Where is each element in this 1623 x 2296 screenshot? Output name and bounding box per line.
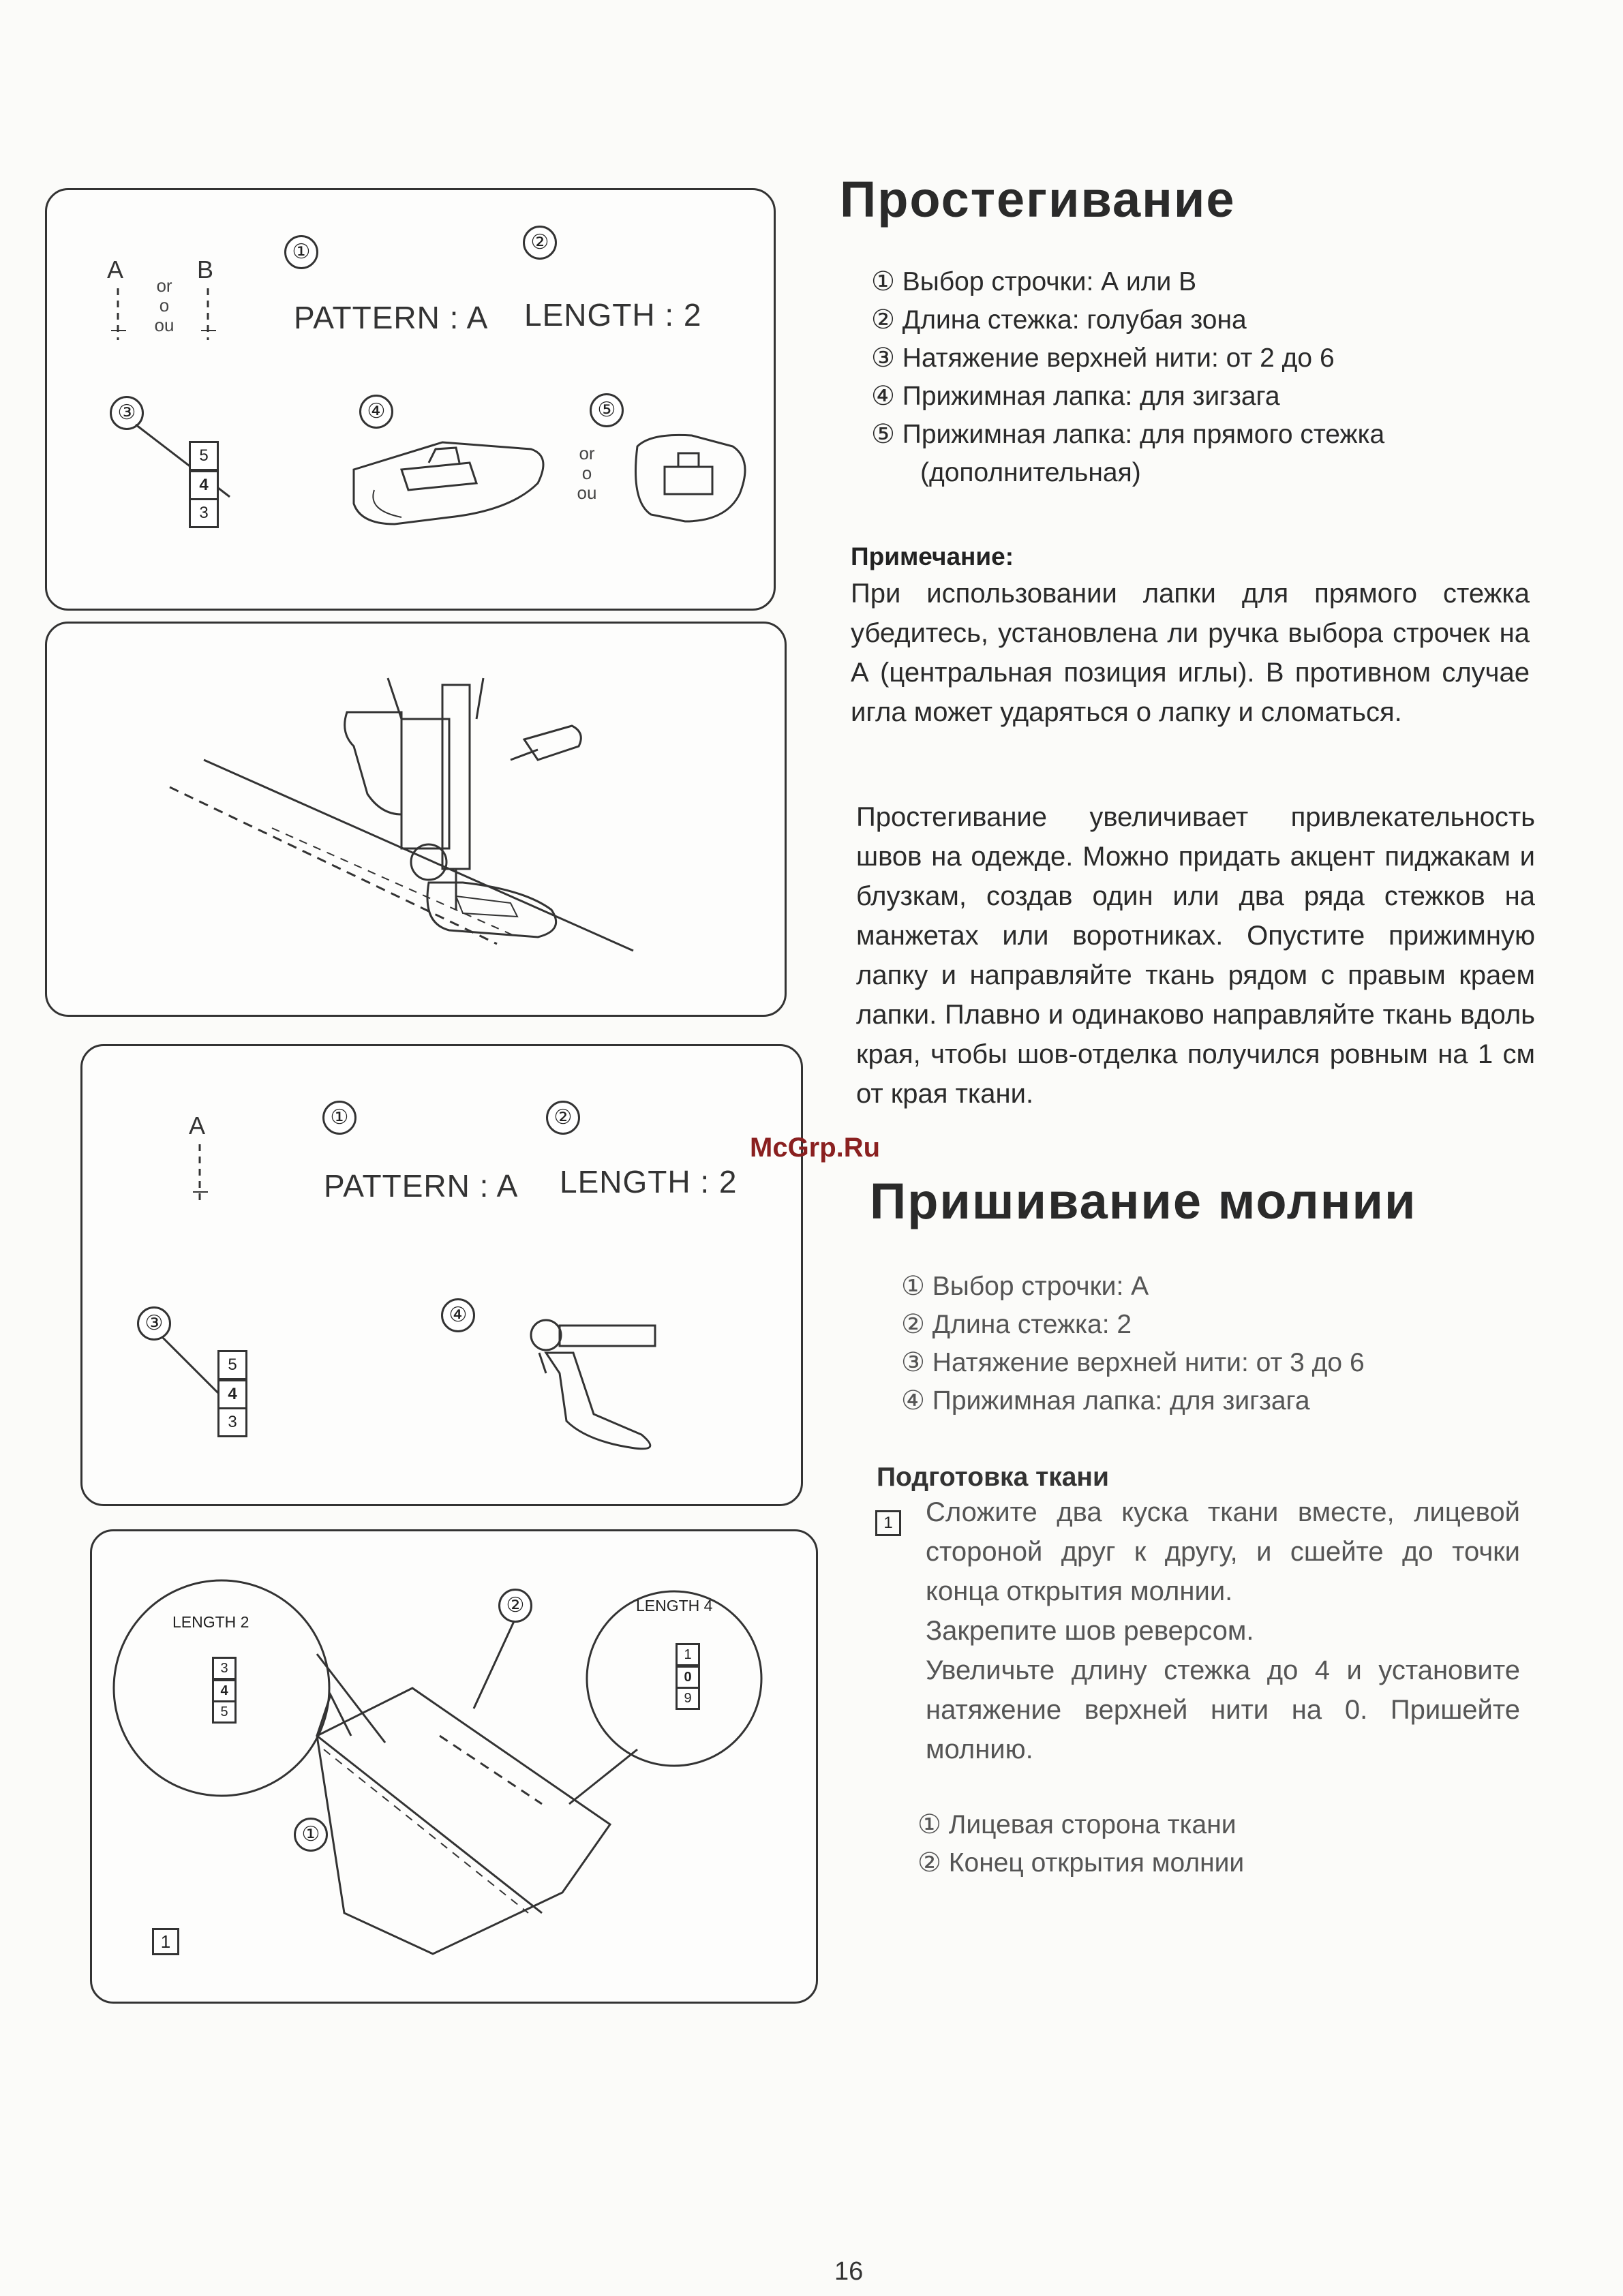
section-title-zipper: Пришивание молнии <box>870 1173 1417 1229</box>
quilting-paragraph: Простегивание увеличивает привлекательность швов на одежде. Можно придать акцент пиджакам и блузкам, создав один или два ряда стежков на манжетах или воротниках. Опустите прижимную лапку и направляйте ткань рядом с правым краем лапки. Плавно и одинаково направляйте ткань вдоль края, чтобы шов-отделка получился ровным на 1 см от края ткани. <box>856 802 1535 1109</box>
callout-5: ⑤ <box>590 393 624 427</box>
callout-2: ② <box>498 1589 532 1623</box>
zigzag-foot-icon <box>333 422 579 545</box>
quilting-settings-list <box>871 263 1384 492</box>
list-item: ① Лицевая сторона ткани <box>917 1810 1237 1839</box>
pattern-setting: PATTERN : A <box>294 300 489 335</box>
list-item: ② Длина стежка: 2 <box>901 1310 1132 1339</box>
callout-3: ③ <box>110 396 144 430</box>
length-setting: LENGTH : 2 <box>524 297 702 333</box>
straight-stitch-b-icon <box>198 286 226 347</box>
callout-1: ① <box>294 1818 328 1852</box>
straight-stitch-foot-icon <box>610 419 767 542</box>
or-label: or o ou <box>154 275 175 335</box>
pattern-a-label: A <box>189 1112 206 1139</box>
straight-stitch-a-icon <box>190 1142 217 1210</box>
step-text: Сложите два куска ткани вместе, лицевой стороной друг к другу, и сшейте до точки конца открытия молнии. <box>926 1497 1520 1606</box>
watermark: McGrp.Ru <box>750 1133 881 1163</box>
section-title-quilting: Простегивание <box>840 171 1236 228</box>
note-text: При использовании лапки для прямого стежка убедитесь, установлена ли ручка выбора строчек на А (центральная позиция иглы). В противном случае игла может ударяться о лапку и сломаться. <box>851 579 1530 727</box>
list-item: ① Выбор строчки: А или В <box>871 267 1197 296</box>
callout-2: ② <box>523 226 557 260</box>
tension-dial-0: 1 0 9 <box>676 1643 700 1710</box>
tension-dial-2: 3 4 5 <box>212 1657 237 1724</box>
callout-4: ④ <box>359 395 393 429</box>
list-item: ② Конец открытия молнии <box>917 1848 1245 1878</box>
callout-4: ④ <box>441 1298 475 1332</box>
list-item: ④ Прижимная лапка: для зигзага <box>871 382 1280 411</box>
quilting-illustration-panel <box>45 622 787 1017</box>
note-title: Примечание: <box>851 542 1014 570</box>
zigzag-foot-icon <box>505 1298 682 1462</box>
fabric-prep-subtitle: Подготовка ткани <box>877 1463 1109 1492</box>
list-item: ① Выбор строчки: А <box>901 1272 1149 1301</box>
list-item: ⑤ Прижимная лапка: для прямого стежка <box>871 420 1385 449</box>
tension-dial: 5 4 3 <box>217 1350 247 1437</box>
length-setting: LENGTH : 2 <box>560 1164 738 1199</box>
tension-dial: 5 4 3 <box>189 441 219 528</box>
step-marker: 1 <box>875 1510 901 1536</box>
callout-1: ① <box>284 235 318 269</box>
callout-1: ① <box>322 1101 357 1135</box>
pattern-setting: PATTERN : A <box>324 1168 519 1204</box>
zipper-legend <box>917 1806 1244 1882</box>
callout-2: ② <box>546 1101 580 1135</box>
settings-panel-zipper <box>80 1044 803 1506</box>
list-item: ③ Натяжение верхней нити: от 2 до 6 <box>871 343 1335 373</box>
list-item: ② Длина стежка: голубая зона <box>871 305 1247 335</box>
pattern-a-label: A <box>107 256 124 284</box>
callout-3: ③ <box>137 1306 171 1341</box>
straight-stitch-a-icon <box>108 286 136 347</box>
tension-pointer <box>129 422 238 504</box>
or-label-2: or o ou <box>577 443 597 503</box>
length-4-label: LENGTH 4 <box>636 1597 713 1614</box>
fabric-prep-steps <box>926 1493 1520 1769</box>
step-text: Увеличьте длину стежка до 4 и установите натяжение верхней нити на 0. Пришейте молнию. <box>926 1655 1520 1764</box>
list-item: (дополнительная) <box>920 458 1141 487</box>
step-text: Закрепите шов реверсом. <box>926 1616 1254 1646</box>
presser-foot-illustration <box>47 624 785 1015</box>
list-item: ③ Натяжение верхней нити: от 3 до 6 <box>901 1348 1365 1377</box>
list-item: ④ Прижимная лапка: для зигзага <box>901 1386 1310 1415</box>
settings-panel-quilting <box>45 188 776 611</box>
length-2-label: LENGTH 2 <box>172 1613 249 1631</box>
zipper-settings-list <box>901 1268 1365 1420</box>
page-number: 16 <box>834 2257 864 2286</box>
zipper-illustration-panel <box>90 1529 818 2004</box>
figure-marker: 1 <box>152 1928 179 1955</box>
pattern-b-label: B <box>197 256 214 284</box>
